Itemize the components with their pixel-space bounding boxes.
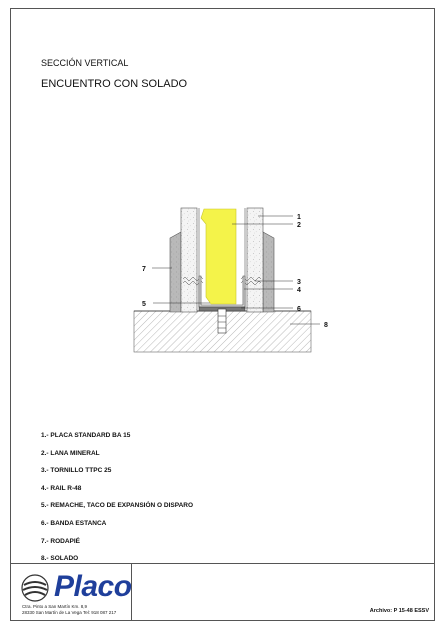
company-address bbox=[22, 604, 116, 615]
mineral-wool bbox=[201, 209, 236, 304]
board-left bbox=[181, 208, 197, 312]
callout-5: 5 bbox=[142, 301, 146, 308]
board-right bbox=[247, 208, 263, 312]
skirting-left bbox=[170, 232, 181, 312]
legend-item: 5.- REMACHE, TACO DE EXPANSIÓN O DISPARO bbox=[41, 502, 194, 509]
legend-item: 6.- BANDA ESTANCA bbox=[41, 520, 107, 527]
callout-7: 7 bbox=[142, 266, 146, 273]
archive-code: Archivo: P 15-48 ESSV bbox=[369, 608, 429, 614]
placo-logo bbox=[16, 569, 132, 603]
legend-item: 2.- LANA MINERAL bbox=[41, 450, 100, 457]
address-line-1: Ctra. Pinto a San Martín Km. 8,9 bbox=[22, 604, 88, 609]
callout-6: 6 bbox=[297, 306, 301, 313]
anchor bbox=[218, 309, 226, 333]
skirting-right bbox=[263, 232, 274, 312]
callout-3: 3 bbox=[297, 279, 301, 286]
legend-item: 4.- RAIL R-48 bbox=[41, 485, 82, 492]
callout-2: 2 bbox=[297, 222, 301, 229]
brand-name: Placo bbox=[54, 570, 132, 603]
section-subtitle: ENCUENTRO CON SOLADO bbox=[41, 78, 188, 90]
legend-item: 1.- PLACA STANDARD BA 15 bbox=[41, 432, 131, 439]
callout-4: 4 bbox=[297, 287, 301, 294]
legend-item: 3.- TORNILLO TTPC 25 bbox=[41, 467, 112, 474]
address-line-2: 28330 San Martín de La Vega Tel: 918 087 217 bbox=[22, 609, 117, 615]
callout-8: 8 bbox=[324, 322, 328, 329]
section-title: SECCIÓN VERTICAL bbox=[41, 58, 129, 68]
title-block bbox=[10, 563, 435, 621]
legend-item: 7.- RODAPIÉ bbox=[41, 538, 81, 545]
callout-1: 1 bbox=[297, 214, 301, 221]
legend-item: 8.- SOLADO bbox=[41, 555, 79, 562]
placo-emblem-icon bbox=[18, 571, 52, 605]
